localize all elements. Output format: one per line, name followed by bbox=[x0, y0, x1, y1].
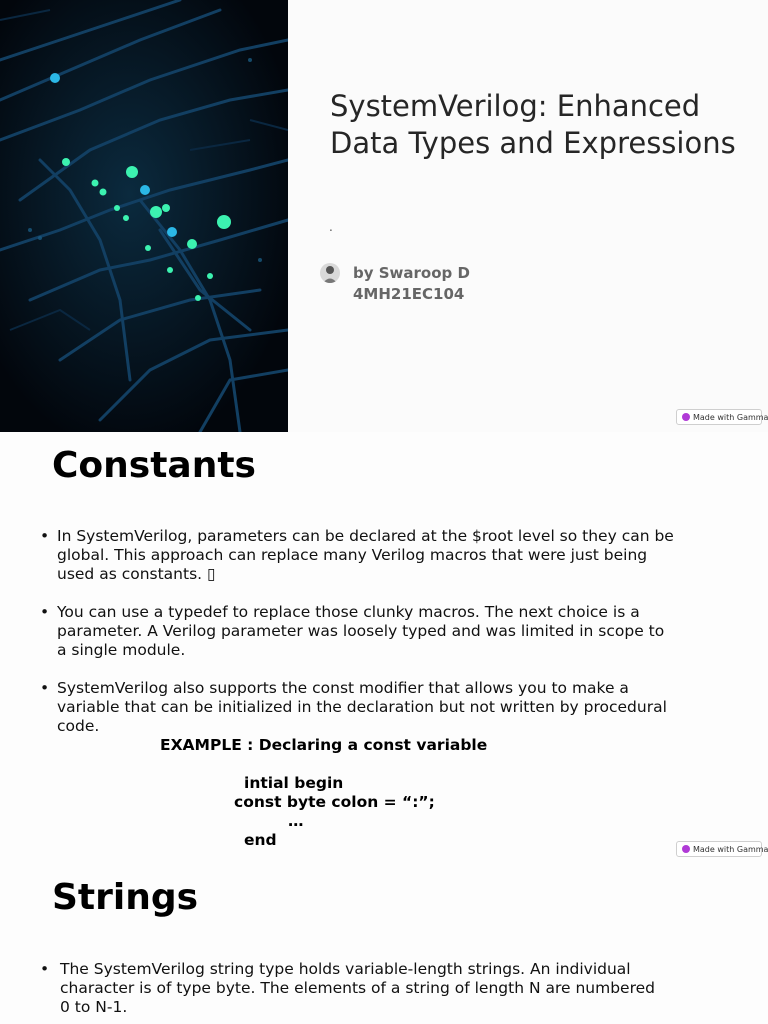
badge-label: Made with Gamma bbox=[693, 845, 768, 854]
code-line: const byte colon = “:”; bbox=[234, 793, 435, 811]
bullet-text: You can use a typedef to replace those clunky macros. The next choice is a parameter. A Verilog parameter was loosely typed and was limited in scope to a single module. bbox=[57, 603, 665, 659]
bullet-marker: • bbox=[40, 527, 50, 545]
author-text bbox=[353, 263, 470, 305]
list-item bbox=[38, 960, 668, 1017]
author-name: by Swaroop D bbox=[353, 264, 470, 282]
bullet-marker: • bbox=[40, 603, 50, 621]
author-usn: 4MH21EC104 bbox=[353, 285, 465, 303]
subtitle-dot: . bbox=[329, 220, 333, 234]
code-line: intial begin bbox=[244, 774, 344, 792]
made-with-gamma-badge[interactable] bbox=[676, 841, 768, 857]
strings-slide bbox=[0, 864, 768, 1024]
bullet-text: In SystemVerilog, parameters can be declared at the $root level so they can be global. This approach can replace many Verilog macros that were just being used as constants. ▯ bbox=[57, 527, 674, 583]
bullet-text: The SystemVerilog string type holds variable-length strings. An individual character is of type byte. The elements of a string of length N are numbered 0 to N-1. bbox=[60, 960, 655, 1016]
bullet-list bbox=[38, 960, 668, 1017]
section-heading: Strings bbox=[52, 877, 199, 918]
avatar bbox=[320, 263, 340, 283]
title-slide bbox=[0, 0, 768, 432]
example-title: EXAMPLE : Declaring a const variable bbox=[160, 736, 488, 754]
bullet-text: SystemVerilog also supports the const modifier that allows you to make a variable that can be initialized in the declaration but not written by procedural code. bbox=[57, 679, 667, 735]
list-item bbox=[38, 679, 678, 736]
badge-label: Made with Gamma bbox=[693, 413, 768, 422]
code-line: … bbox=[288, 812, 304, 830]
list-item bbox=[38, 527, 678, 584]
gamma-logo-icon bbox=[682, 413, 690, 421]
list-item bbox=[38, 603, 678, 660]
code-line: end bbox=[244, 831, 277, 849]
gamma-logo-icon bbox=[682, 845, 690, 853]
section-heading: Constants bbox=[52, 445, 256, 486]
bullet-marker: • bbox=[40, 960, 50, 978]
page-title: SystemVerilog: Enhanced Data Types and Expressions bbox=[330, 89, 736, 160]
constants-slide bbox=[0, 432, 768, 864]
bullet-marker: • bbox=[40, 679, 50, 697]
bullet-list bbox=[38, 527, 678, 736]
made-with-gamma-badge[interactable] bbox=[676, 409, 768, 425]
circuit-board-image bbox=[0, 0, 288, 432]
